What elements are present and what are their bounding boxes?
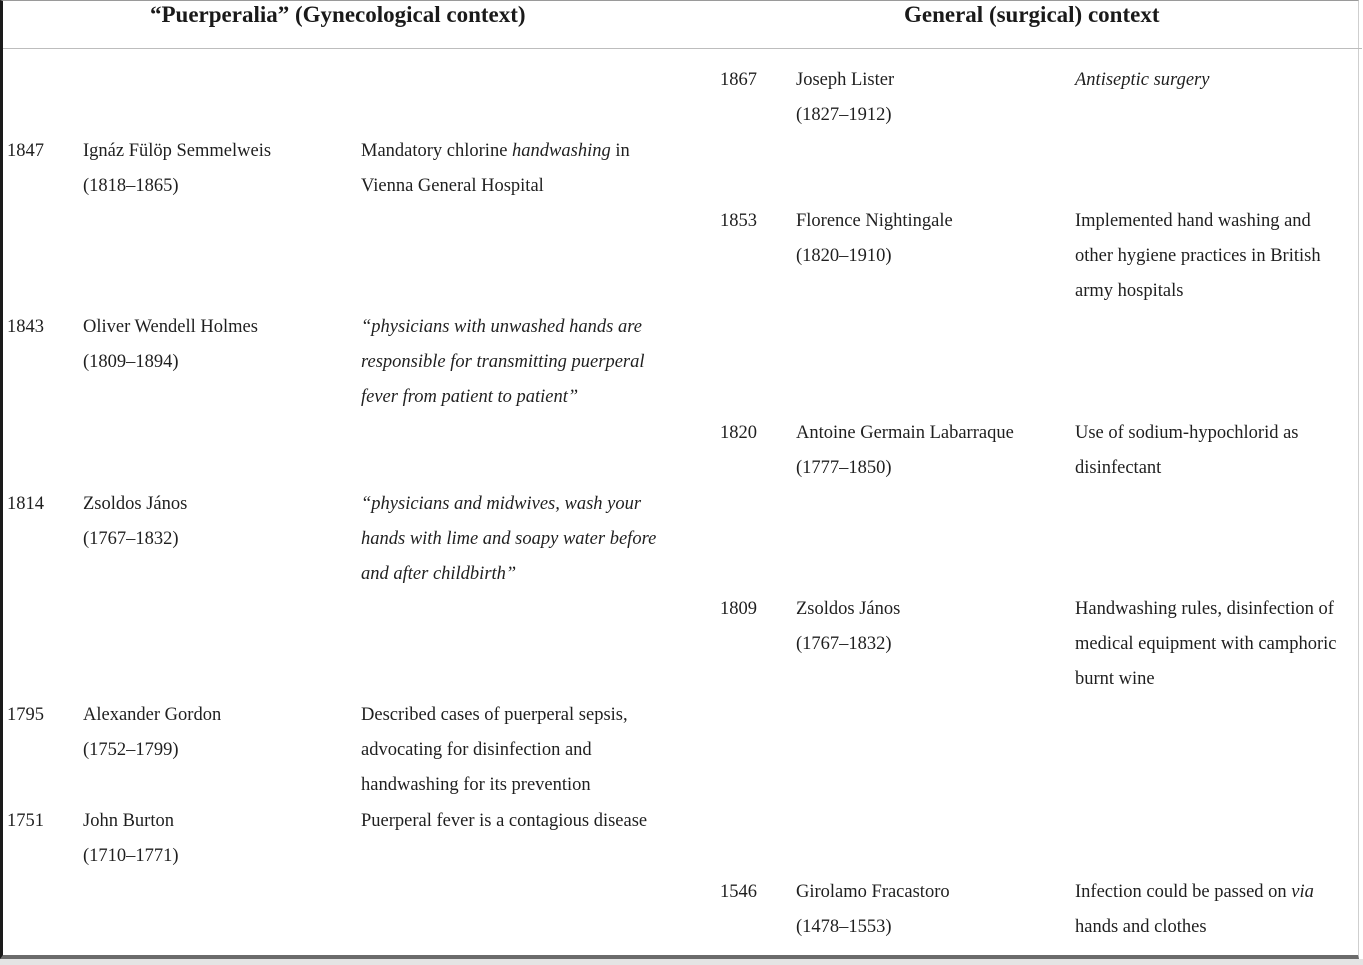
gyn-1795-name: Alexander Gordon xyxy=(83,705,222,725)
gyn-1847-year: 1847 xyxy=(7,141,44,161)
surg-1546-description-line1 xyxy=(1075,875,1314,910)
surg-1853-year: 1853 xyxy=(720,211,757,231)
gyn-1843-quote-line2: responsible for transmitting puerperal xyxy=(361,352,645,372)
surg-1809-description-line1: Handwashing rules, disinfection of xyxy=(1075,599,1334,619)
gyn-1814-year: 1814 xyxy=(7,494,44,514)
surg-1820-lifespan: (1777–1850) xyxy=(796,458,892,478)
surg-1809-lifespan: (1767–1832) xyxy=(796,634,892,654)
gyn-1814-quote-line1: “physicians and midwives, wash your xyxy=(361,494,642,514)
surg-1853-description-line1: Implemented hand washing and xyxy=(1075,211,1311,231)
gyn-1751-lifespan: (1710–1771) xyxy=(83,846,179,866)
surg-1809-description-line3: burnt wine xyxy=(1075,669,1155,689)
header-surgical: General (surgical) context xyxy=(904,2,1160,27)
gyn-1814-quote-line3: and after childbirth” xyxy=(361,564,517,584)
gyn-1795-description-line1: Described cases of puerperal sepsis, xyxy=(361,705,628,725)
surg-1820-description-line2: disinfectant xyxy=(1075,458,1162,478)
gyn-1847-desc-text: Mandatory chlorine xyxy=(361,141,513,161)
header-divider xyxy=(3,48,1362,49)
surg-1853-description-line3: army hospitals xyxy=(1075,281,1184,301)
gyn-1795-lifespan: (1752–1799) xyxy=(83,740,179,760)
surg-1546-desc-text: Infection could be passed on xyxy=(1075,882,1292,902)
gyn-1843-quote-line3: fever from patient to patient” xyxy=(361,387,579,407)
surg-1546-desc-emphasis: via xyxy=(1291,882,1314,902)
surg-1853-name: Florence Nightingale xyxy=(796,211,953,231)
gyn-1814-quote-line2: hands with lime and soapy water before xyxy=(361,529,657,549)
gyn-1795-description-line3: handwashing for its prevention xyxy=(361,775,591,795)
surg-1809-name: Zsoldos János xyxy=(796,599,901,619)
surg-1809-year: 1809 xyxy=(720,599,757,619)
gyn-1751-year: 1751 xyxy=(7,811,44,831)
surg-1546-name: Girolamo Fracastoro xyxy=(796,882,950,902)
gyn-1814-name: Zsoldos János xyxy=(83,494,188,514)
gyn-1843-lifespan: (1809–1894) xyxy=(83,352,179,372)
gyn-1847-description-line1 xyxy=(361,134,630,169)
gyn-1814-lifespan: (1767–1832) xyxy=(83,529,179,549)
surg-1867-name: Joseph Lister xyxy=(796,70,895,90)
gyn-1751-name: John Burton xyxy=(83,811,174,831)
gyn-1843-name: Oliver Wendell Holmes xyxy=(83,317,258,337)
surg-1820-description-line1: Use of sodium-hypochlorid as xyxy=(1075,423,1299,443)
gyn-1847-desc-text-end: in xyxy=(610,141,630,161)
bottom-border xyxy=(0,959,1363,965)
gyn-1843-year: 1843 xyxy=(7,317,44,337)
surg-1867-lifespan: (1827–1912) xyxy=(796,105,892,125)
gyn-1847-description-line2: Vienna General Hospital xyxy=(361,176,544,196)
header-gynecological: “Puerperalia” (Gynecological context) xyxy=(150,2,526,27)
gyn-1795-year: 1795 xyxy=(7,705,44,725)
surg-1853-description-line2: other hygiene practices in British xyxy=(1075,246,1321,266)
surg-1546-year: 1546 xyxy=(720,882,757,902)
gyn-1751-description-line1: Puerperal fever is a contagious disease xyxy=(361,811,648,831)
gyn-1847-lifespan: (1818–1865) xyxy=(83,176,179,196)
gyn-1843-quote-line1: “physicians with unwashed hands are xyxy=(361,317,642,337)
surg-1820-year: 1820 xyxy=(720,423,757,443)
surg-1867-year: 1867 xyxy=(720,70,757,90)
surg-1546-description-line2: hands and clothes xyxy=(1075,917,1207,937)
surg-1820-name: Antoine Germain Labarraque xyxy=(796,423,1014,443)
gyn-1795-description-line2: advocating for disinfection and xyxy=(361,740,592,760)
gyn-1847-desc-emphasis: handwashing xyxy=(512,141,611,161)
surg-1867-description-line1: Antiseptic surgery xyxy=(1075,70,1210,90)
surg-1809-description-line2: medical equipment with camphoric xyxy=(1075,634,1337,654)
surg-1853-lifespan: (1820–1910) xyxy=(796,246,892,266)
surg-1546-lifespan: (1478–1553) xyxy=(796,917,892,937)
gyn-1847-name: Ignáz Fülöp Semmelweis xyxy=(83,141,272,161)
